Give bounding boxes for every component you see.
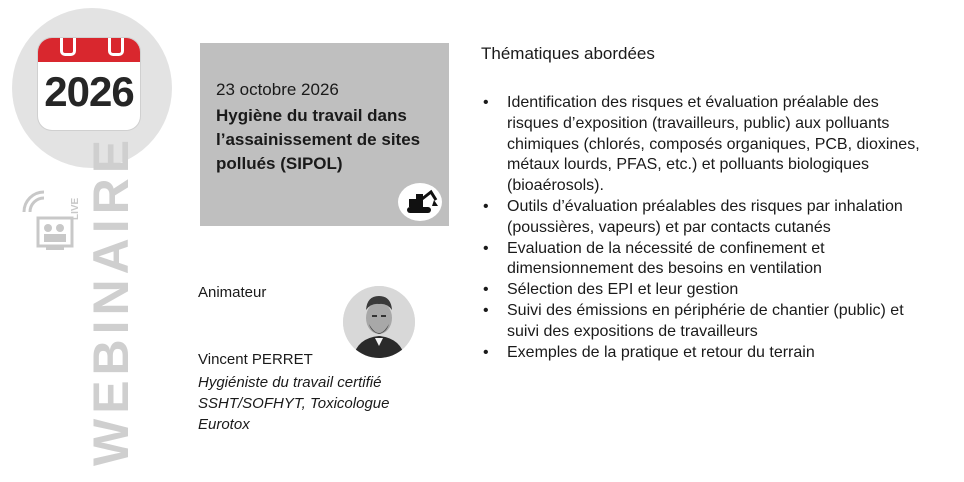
bullet-icon: • bbox=[483, 343, 489, 361]
excavator-icon bbox=[398, 183, 442, 221]
event-title: Hygiène du travail dans l’assainissement de sites pollués (SIPOL) bbox=[216, 106, 421, 173]
webinaire-vertical-label: WEBINAIRE bbox=[83, 134, 139, 466]
topic-text: Evaluation de la nécessité de confinement et dimensionnement des besoins en ventilation bbox=[507, 239, 825, 278]
list-item bbox=[481, 343, 921, 364]
live-badge-text: LIVE bbox=[70, 197, 81, 220]
list-item bbox=[481, 93, 921, 197]
calendar-ring-left bbox=[60, 38, 76, 56]
event-box bbox=[200, 43, 449, 226]
animator-portrait bbox=[343, 286, 415, 358]
live-broadcast-icon bbox=[16, 190, 92, 270]
event-date: 23 octobre 2026 bbox=[216, 80, 339, 99]
animator-label: Animateur bbox=[198, 284, 267, 301]
animator-role: Hygiéniste du travail certifié SSHT/SOFHYT, Toxicologue Eurotox bbox=[198, 374, 390, 433]
calendar-header-band bbox=[38, 38, 140, 62]
bullet-icon: • bbox=[483, 301, 489, 319]
topics-list bbox=[481, 93, 921, 363]
bullet-icon: • bbox=[483, 94, 489, 111]
topic-text: Suivi des émissions en périphérie de chantier (public) et suivi des expositions de travailleurs bbox=[507, 301, 904, 340]
topics-title: Thématiques abordées bbox=[481, 44, 655, 63]
list-item bbox=[481, 301, 921, 343]
calendar-year: 2026 bbox=[44, 68, 134, 115]
topic-text: Outils d’évaluation préalables des risques par inhalation (poussières, vapeurs) et par contacts cutanés bbox=[507, 197, 903, 236]
calendar-ring-right bbox=[108, 38, 124, 56]
list-item bbox=[481, 239, 921, 281]
calendar-icon bbox=[38, 38, 140, 130]
list-item bbox=[481, 280, 921, 301]
list-item bbox=[481, 197, 921, 239]
bullet-icon: • bbox=[483, 197, 489, 215]
topic-text: Sélection des EPI et leur gestion bbox=[507, 281, 739, 299]
bullet-icon: • bbox=[483, 281, 489, 299]
topic-text: Identification des risques et évaluation préalable des risques d’exposition (travailleurs, public) aux polluants chimiques (chlorés, composés organiques, PCB, dioxines, métaux lourds, PFAS, etc.) et polluants biologiques (bioaérosols). bbox=[507, 94, 920, 195]
animator-name: Vincent PERRET bbox=[198, 351, 313, 368]
topic-text: Exemples de la pratique et retour du terrain bbox=[507, 343, 815, 361]
bullet-icon: • bbox=[483, 239, 489, 257]
